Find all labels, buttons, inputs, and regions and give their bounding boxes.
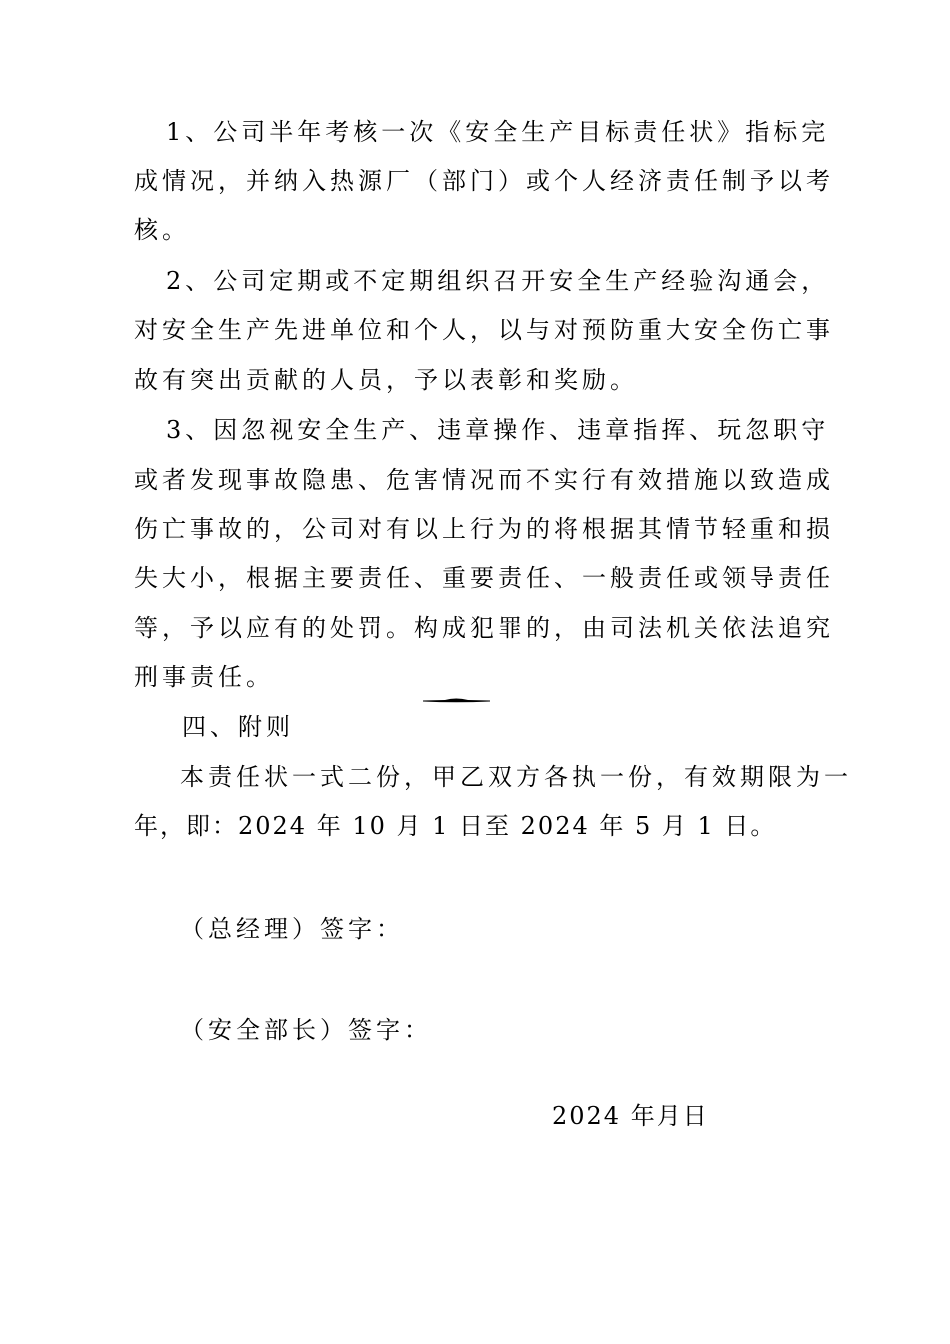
divider-mark: [423, 697, 490, 703]
paragraph-3-line-2: 或者发现事故隐患、危害情况而不实行有效措施以致造成: [134, 466, 834, 494]
paragraph-3-line-6: 刑事责任。: [134, 663, 274, 691]
section-heading: 四、附则: [182, 713, 294, 741]
paragraph-2-line-3: 故有突出贡献的人员，予以表彰和奖励。: [134, 366, 638, 394]
paragraph-2-line-2: 对安全生产先进单位和个人，以与对预防重大安全伤亡事: [134, 316, 834, 344]
paragraph-3-line-3: 伤亡事故的，公司对有以上行为的将根据其情节轻重和损: [134, 515, 834, 543]
signature-safety-director: （安全部长）签字：: [180, 1016, 432, 1044]
date-line: 2024 年月日: [552, 1102, 709, 1130]
signature-general-manager: （总经理）签字：: [180, 915, 404, 943]
paragraph-3-line-4: 失大小，根据主要责任、重要责任、一般责任或领导责任: [134, 564, 834, 592]
paragraph-1-line-3: 核。: [134, 216, 190, 244]
paragraph-1-line-2: 成情况，并纳入热源厂（部门）或个人经济责任制予以考: [134, 167, 834, 195]
paragraph-3-line-5: 等，予以应有的处罚。构成犯罪的，由司法机关依法追究: [134, 614, 834, 642]
appendix-line-1: 本责任状一式二份，甲乙双方各执一份，有效期限为一: [180, 763, 852, 791]
paragraph-2-line-1: 2、公司定期或不定期组织召开安全生产经验沟通会，: [166, 267, 830, 295]
appendix-line-2: 年，即：2024 年 10 月 1 日至 2024 年 5 月 1 日。: [134, 812, 777, 840]
paragraph-3-line-1: 3、因忽视安全生产、违章操作、违章指挥、玩忽职守: [166, 416, 830, 444]
paragraph-1-line-1: 1、公司半年考核一次《安全生产目标责任状》指标完: [166, 118, 830, 146]
